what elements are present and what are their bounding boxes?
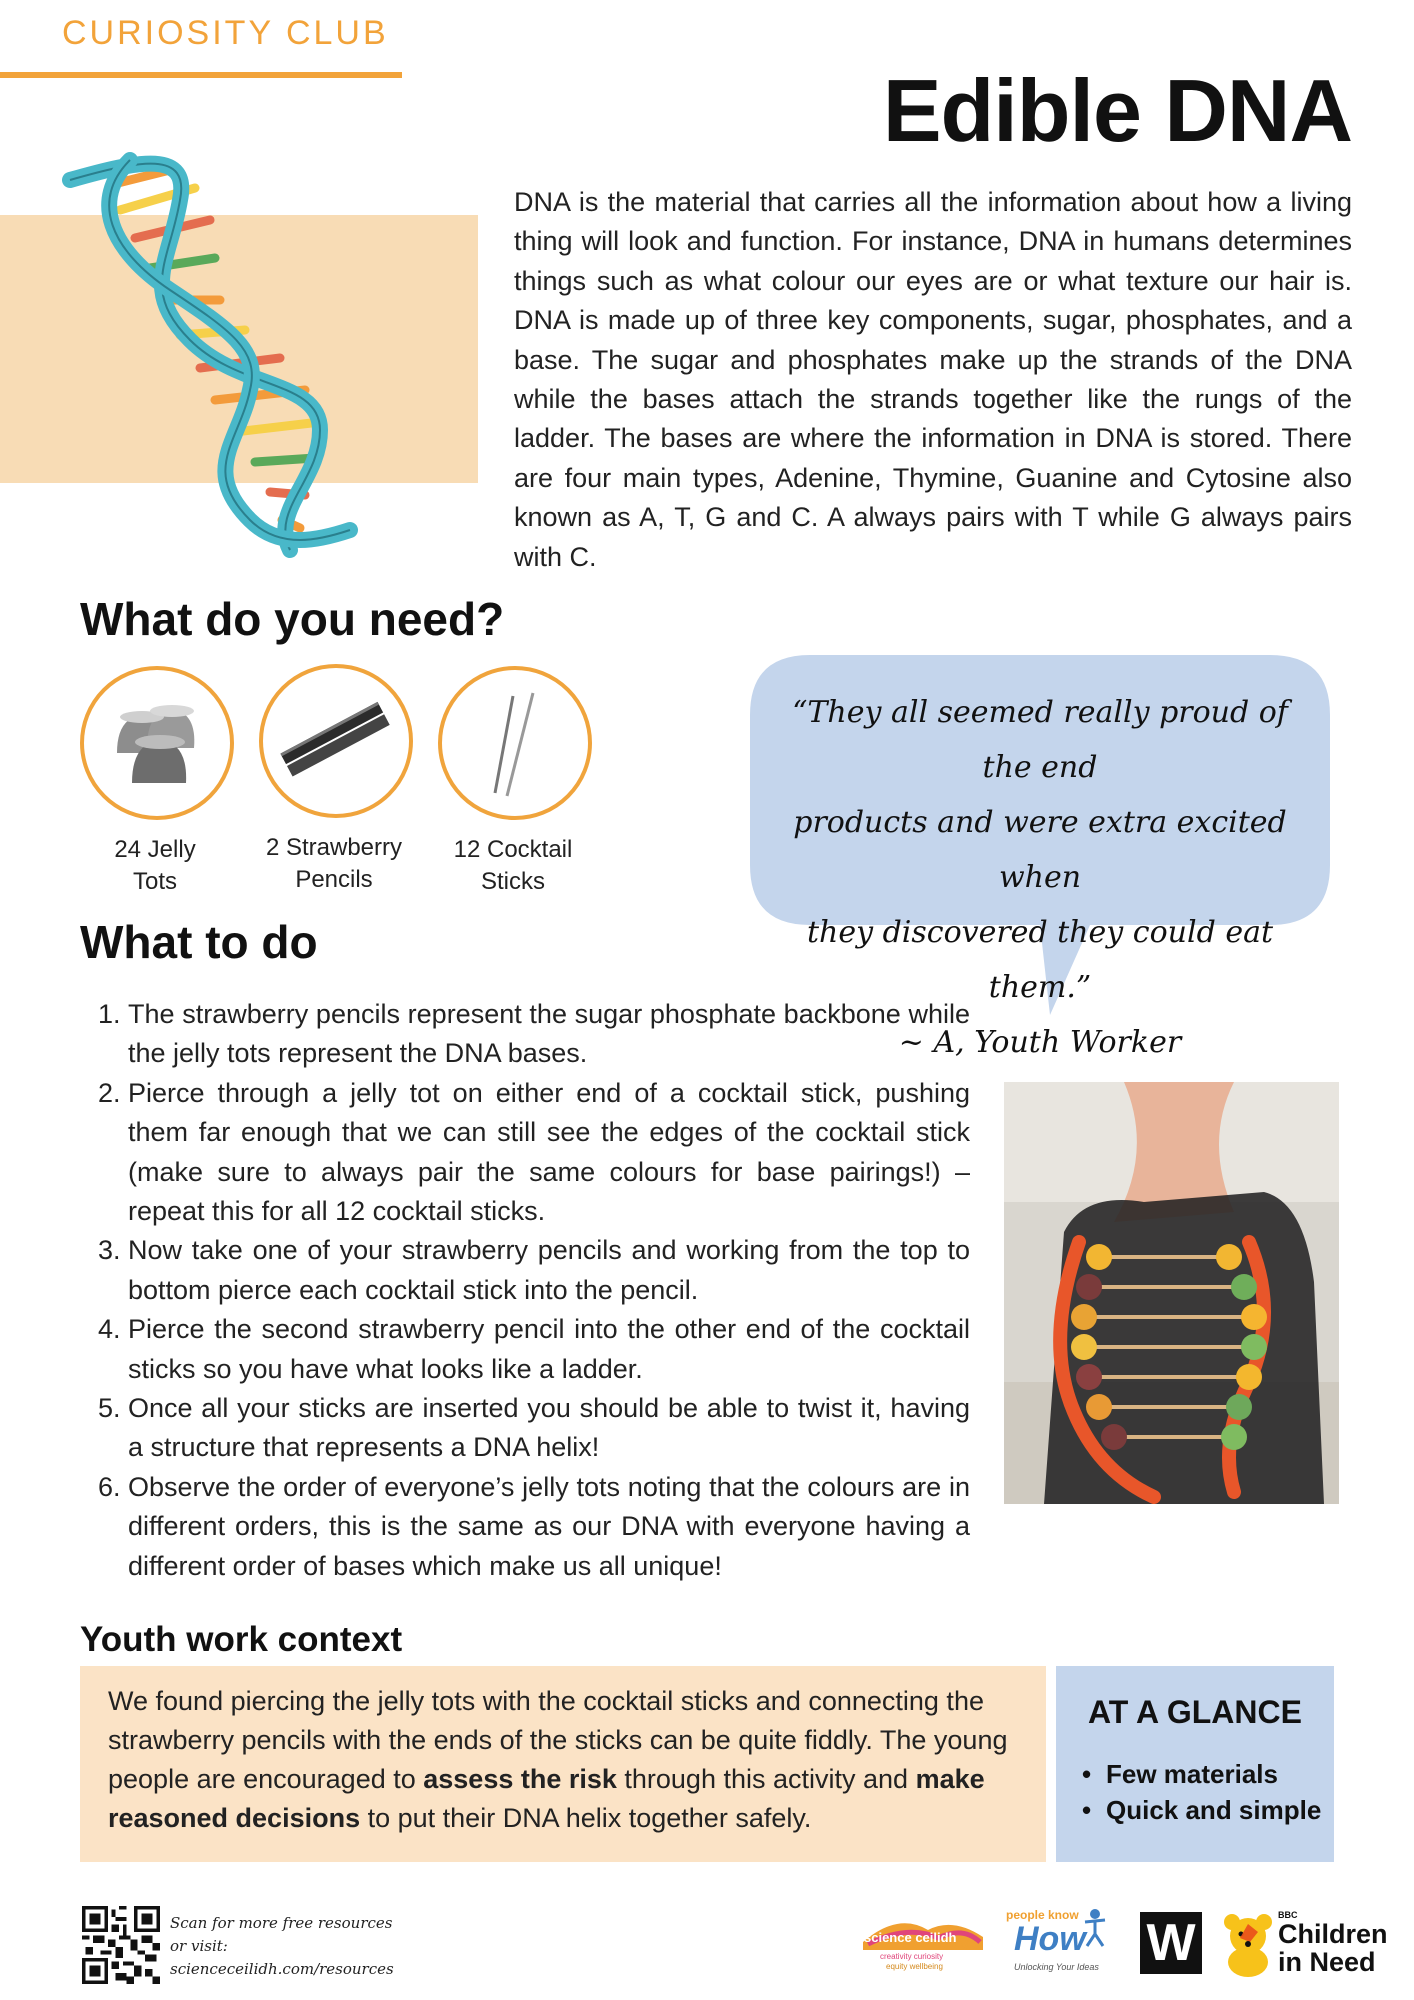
material-label: 24 Jelly Tots [114, 836, 196, 895]
material-label: 12 Cocktail Sticks [453, 836, 573, 895]
list-item: • Few materials [1080, 1756, 1321, 1792]
intro-paragraph: DNA is the material that carries all the information about how a living thing will look and function. For instance, DNA in humans determines things such as what colour our eyes are or what texture our hair is. DNA is made up of three key components, sugar, phosphates, and a base. The sugar and phosphates make up the strands of the DNA while the bases attach the strands together like the rungs of the ladder. The bases are where the information in DNA is stored. There are four main types, Adenine, Thymine, Guanine and Cytosine also known as A, T, G and C. A always pairs with T while G always pairs with C. [514, 187, 1352, 572]
list-item: 4. Pierce the second strawberry pencil into the other end of the cocktail sticks so you have what looks like a ladder. [98, 1314, 970, 1384]
youth-context-text: We found piercing the jelly tots with the cocktail sticks and connecting the strawberry pencils with the ends of the sticks can be quite fiddly. The young people are encouraged to assess the risk through this activity and make reasoned decisions to put their DNA helix together safely. [108, 1686, 1008, 1833]
science-ceilidh-logo: science ceilidh creativity curiosity equity wellbeing [858, 1912, 988, 1974]
material-label: 2 Strawberry Pencils [265, 834, 403, 893]
dna-helix-illustration [50, 140, 430, 560]
steps-list [98, 995, 970, 1586]
youth-worker-quote: “They all seemed really proud of the end products and were extra excited when they discovered they could eat them.” ~ A, Youth Worker [770, 685, 1310, 1070]
children-in-need-logo: BBC Children in Need [1222, 1908, 1392, 1980]
list-item: 2. Pierce through a jelly tot on either end of a cocktail stick, pushing them far enough that we can still see the edges of the cocktail stick (make sure to always pair the same colours for base pairings!) – repeat this for all 12 cocktail sticks. [98, 1077, 970, 1227]
qr-code-icon[interactable] [82, 1906, 160, 1984]
w-logo: W [1140, 1912, 1202, 1974]
material-cocktail-sticks [438, 666, 588, 898]
list-item: 1. The strawberry pencils represent the sugar phosphate backbone while the jelly tots represent the DNA bases. [98, 999, 970, 1069]
list-item: 6. Observe the order of everyone’s jelly tots noting that the colours are in different orders, this is the same as our DNA with everyone having a different order of bases which make us all unique! [98, 1471, 970, 1581]
list-item: 3. Now take one of your strawberry pencils and working from the top to bottom pierce each cocktail stick into the pencil. [98, 1235, 970, 1305]
at-a-glance-list [1080, 1756, 1321, 1828]
at-a-glance-title: AT A GLANCE [1088, 1694, 1302, 1730]
list-item: 5. Once all your sticks are inserted you should be able to twist it, having a structure that represents a DNA helix! [98, 1393, 970, 1463]
strawberry-pencils-icon [259, 664, 413, 818]
emphasis-assess-risk: assess the risk [423, 1764, 617, 1794]
page-title: Edible DNA [882, 61, 1352, 160]
person-figure-icon [1080, 1908, 1110, 1948]
edible-dna-photo [1004, 1082, 1339, 1504]
material-strawberry-pencils [259, 664, 409, 896]
brand-underline [0, 72, 402, 78]
needs-heading: What do you need? [80, 593, 505, 645]
list-item: • Quick and simple [1080, 1792, 1321, 1828]
footer-note: Scan for more free resources or visit: scienceceilidh.com/resources [170, 1912, 394, 1981]
emphasis-reasoned-decisions: make reasoned decisions [108, 1764, 985, 1833]
resources-link[interactable]: scienceceilidh.com/resources [170, 1960, 394, 1978]
brand-label: CURIOSITY CLUB [62, 14, 389, 52]
jelly-tots-icon [80, 666, 234, 820]
cocktail-sticks-icon [438, 666, 592, 820]
pudsey-bear-icon [1222, 1912, 1274, 1978]
quote-attribution: ~ A, Youth Worker [898, 1025, 1182, 1060]
youth-heading: Youth work context [80, 1620, 403, 1659]
people-know-how-logo: people know How Unlocking Your Ideas [1004, 1904, 1114, 1984]
material-jelly-tots [80, 666, 230, 898]
todo-heading: What to do [80, 916, 318, 968]
